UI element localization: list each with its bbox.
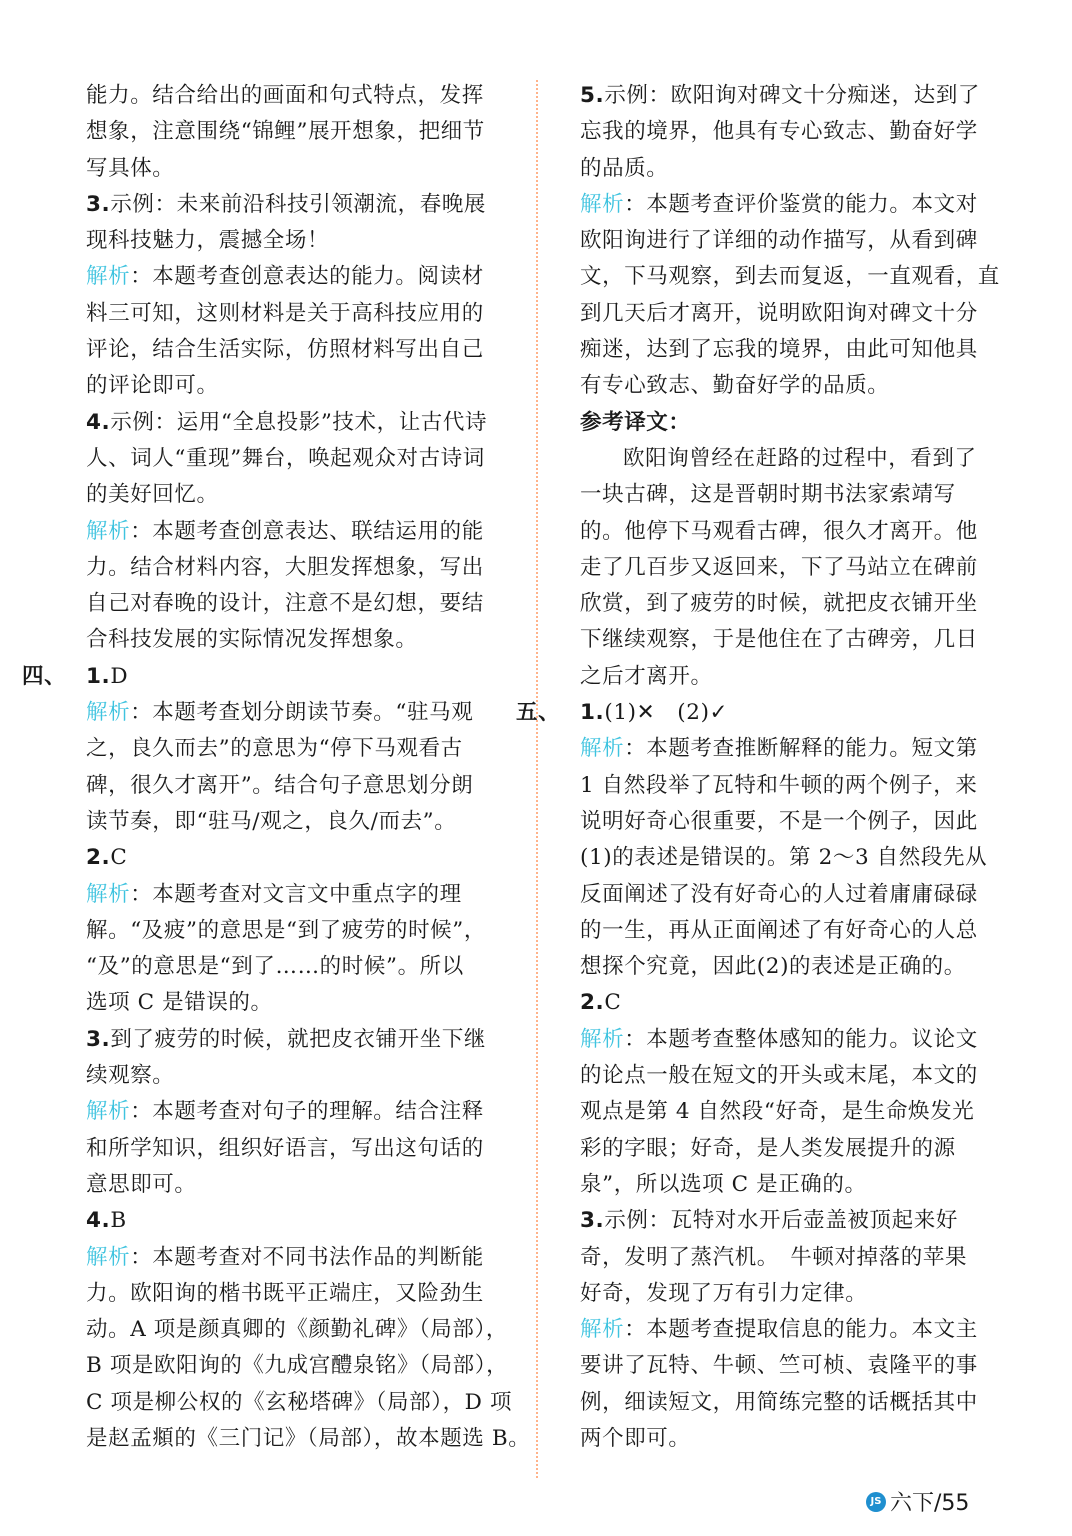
line-text: 续观察。 xyxy=(86,1063,175,1089)
text-line xyxy=(580,296,996,332)
line-text: 欣赏，到了疲劳的时候，就把皮衣铺开坐 xyxy=(580,591,978,617)
text-line xyxy=(86,332,498,368)
line-text: 示例：运用“全息投影”技术，让古代诗 xyxy=(110,409,488,435)
text-line xyxy=(86,441,498,477)
text-line xyxy=(580,259,1000,295)
line-text: 要讲了瓦特、牛顿、竺可桢、袁隆平的事 xyxy=(580,1353,978,1379)
text-line xyxy=(86,405,498,441)
line-text: 忘我的境界，他具有专心致志、勤奋好学 xyxy=(580,119,978,145)
text-line xyxy=(86,1385,513,1421)
line-text: 观点是第 4 自然段“好奇，是生命焕发光 xyxy=(580,1099,975,1125)
line-text: 评论，结合生活实际，仿照材料写出自己 xyxy=(86,337,484,363)
line-text: 走了几百步又返回来，下了马站立在碑前 xyxy=(580,554,978,580)
right-column xyxy=(516,78,1000,1457)
text-line xyxy=(86,223,498,259)
text-line xyxy=(86,877,498,913)
text-line xyxy=(580,114,996,150)
text-line xyxy=(580,1276,996,1312)
text-line xyxy=(86,840,498,876)
question-number: 2. xyxy=(86,845,111,871)
text-line xyxy=(580,840,996,876)
line-text: 想象，注意围绕“锦鲤”展开想象，把细节 xyxy=(86,119,485,145)
text-line xyxy=(580,1312,996,1348)
line-text: 碑，很久才离开”。结合句子意思划分朗 xyxy=(86,772,474,798)
text-line xyxy=(516,695,996,731)
line-text: 选项 C 是错误的。 xyxy=(86,990,273,1016)
text-line xyxy=(580,78,996,114)
text-line xyxy=(580,877,996,913)
text-line xyxy=(86,1203,498,1239)
text-line xyxy=(86,1131,498,1167)
section-heading: 参考译文： xyxy=(580,409,691,435)
text-line xyxy=(86,78,498,114)
question-number: 3. xyxy=(580,1208,605,1234)
text-line xyxy=(86,114,498,150)
page-number: 六下/55 xyxy=(890,1491,970,1516)
line-text: 欧阳询曾经在赶路的过程中，看到了 xyxy=(623,445,977,471)
text-line xyxy=(580,913,996,949)
text-line xyxy=(580,368,996,404)
text-line xyxy=(86,1348,509,1384)
line-text: 好奇，发现了万有引力定律。 xyxy=(580,1280,868,1306)
question-number: 3. xyxy=(86,191,111,217)
text-line xyxy=(580,622,996,658)
line-text: 的品质。 xyxy=(580,155,669,181)
question-number: 4. xyxy=(86,1208,111,1234)
line-text: ：本题考查推断解释的能力。短文第 xyxy=(624,736,978,762)
text-line xyxy=(580,1385,996,1421)
text-line xyxy=(580,151,996,187)
line-text: 文，下马观察，到去而复返，一直观看，直 xyxy=(580,264,1000,290)
text-line xyxy=(86,1058,498,1094)
line-text: 说明好奇心很重要，不是一个例子，因此 xyxy=(580,808,978,834)
column-divider xyxy=(536,80,538,1478)
text-line xyxy=(580,332,996,368)
line-text: 反面阐述了没有好奇心的人过着庸庸碌碌 xyxy=(580,881,978,907)
section-number: 四、 xyxy=(22,663,67,689)
text-line xyxy=(86,550,498,586)
line-text: (1)✕ (2)✓ xyxy=(604,700,729,726)
analysis-tag: 解析 xyxy=(86,881,131,907)
line-text: 人、词人“重现”舞台，唤起观众对古诗词 xyxy=(86,445,485,471)
line-text: 能力。结合给出的画面和句式特点，发挥 xyxy=(86,83,484,108)
question-number: 2. xyxy=(580,990,605,1016)
line-text: ：本题考查评价鉴赏的能力。本文对 xyxy=(624,191,978,217)
line-text: 自己对春晚的设计，注意不是幻想，要结 xyxy=(86,591,484,617)
text-line xyxy=(580,768,996,804)
text-line xyxy=(86,586,498,622)
line-text: 和所学知识，组织好语言，写出这句话的 xyxy=(86,1135,484,1161)
line-text: 现科技魅力，震撼全场！ xyxy=(86,228,330,254)
line-text: 下继续观察，于是他住在了古碑旁，几日 xyxy=(580,627,978,653)
line-text: 两个即可。 xyxy=(580,1425,691,1451)
line-text: ：本题考查整体感知的能力。议论文 xyxy=(624,1026,978,1052)
page-footer xyxy=(866,1486,969,1517)
line-text: 一块古碑，这是晋朝时期书法家索靖写 xyxy=(580,482,956,508)
line-text: 的。他停下马观看古碑，很久才离开。他 xyxy=(580,518,978,544)
analysis-tag: 解析 xyxy=(580,1317,625,1343)
line-text: 读节奏，即“驻马/观之，良久/而去”。 xyxy=(86,808,457,834)
analysis-tag: 解析 xyxy=(86,1099,131,1125)
text-line xyxy=(580,441,996,477)
text-line xyxy=(86,695,498,731)
line-text: 到了疲劳的时候，就把皮衣铺开坐下继 xyxy=(110,1026,487,1052)
text-line xyxy=(86,1276,498,1312)
line-text: 料三可知，这则材料是关于高科技应用的 xyxy=(86,300,484,326)
text-line xyxy=(86,514,498,550)
text-line xyxy=(86,949,498,985)
text-line xyxy=(580,1348,996,1384)
text-line xyxy=(86,913,498,949)
analysis-tag: 解析 xyxy=(580,191,625,217)
text-line xyxy=(580,731,996,767)
line-text: 解。“及疲”的意思是“到了疲劳的时候”， xyxy=(86,917,486,943)
question-number: 4. xyxy=(86,409,111,435)
line-text: 例，细读短文，用简练完整的话概括其中 xyxy=(580,1389,978,1415)
line-text: 写具体。 xyxy=(86,155,175,181)
line-text: 泉”，所以选项 C 是正确的。 xyxy=(580,1171,867,1197)
line-text: 的一生，再从正面阐述了有好奇心的人总 xyxy=(580,917,978,943)
text-line xyxy=(580,804,996,840)
analysis-tag: 解析 xyxy=(580,1026,625,1052)
line-text: 1 自然段举了瓦特和牛顿的两个例子，来 xyxy=(580,772,978,798)
analysis-tag: 解析 xyxy=(86,1244,131,1270)
text-line xyxy=(86,1022,498,1058)
text-line xyxy=(580,985,996,1021)
line-text: 到几天后才离开，说明欧阳询对碑文十分 xyxy=(580,300,978,326)
line-text: “及”的意思是“到了……的时候”。所以 xyxy=(86,954,464,980)
line-text: 的美好回忆。 xyxy=(86,482,219,508)
text-line xyxy=(580,1203,996,1239)
text-line xyxy=(86,1421,531,1457)
line-text: 有专心致志、勤奋好学的品质。 xyxy=(580,373,890,399)
line-text: D xyxy=(110,663,129,689)
line-text: 示例：未来前沿科技引领潮流，春晚展 xyxy=(110,191,487,217)
line-text: 意思即可。 xyxy=(86,1171,197,1197)
left-column xyxy=(22,78,531,1457)
text-line xyxy=(580,1421,996,1457)
line-text: B xyxy=(110,1208,127,1234)
line-text: 示例：瓦特对水开后壶盖被顶起来好 xyxy=(604,1208,958,1234)
line-text: ：本题考查对文言文中重点字的理 xyxy=(130,881,462,907)
text-line xyxy=(86,151,498,187)
line-text: 动。A 项是颜真卿的《颜勤礼碑》（局部）， xyxy=(86,1317,508,1343)
line-text: 痴迷，达到了忘我的境界，由此可知他具 xyxy=(580,337,978,363)
text-line xyxy=(86,804,498,840)
line-text: B 项是欧阳询的《九成宫醴泉铭》（局部）， xyxy=(86,1353,509,1379)
line-text: ：本题考查创意表达的能力。阅读材 xyxy=(130,264,484,290)
text-line xyxy=(86,768,498,804)
analysis-tag: 解析 xyxy=(580,736,625,762)
text-line xyxy=(86,259,498,295)
line-text: 示例：欧阳询对碑文十分痴迷，达到了 xyxy=(604,83,981,108)
line-text: ：本题考查创意表达、联结运用的能 xyxy=(130,518,484,544)
question-number: 1. xyxy=(86,663,111,689)
section-number: 五、 xyxy=(516,700,561,726)
text-line xyxy=(86,1240,498,1276)
line-text: ：本题考查对不同书法作品的判断能 xyxy=(130,1244,484,1270)
text-line xyxy=(580,1240,996,1276)
text-line xyxy=(580,477,996,513)
line-text: 力。结合材料内容，大胆发挥想象，写出 xyxy=(86,554,484,580)
line-text: 的评论即可。 xyxy=(86,373,219,399)
text-line xyxy=(580,514,996,550)
line-text: ：本题考查对句子的理解。结合注释 xyxy=(130,1099,484,1125)
line-text: 之后才离开。 xyxy=(580,663,713,689)
text-line xyxy=(86,985,498,1021)
line-text: 欧阳询进行了详细的动作描写，从看到碑 xyxy=(580,228,978,254)
line-text: ：本题考查划分朗读节奏。“驻马观 xyxy=(130,700,474,726)
line-text: 之，良久而去”的意思为“停下马观看古 xyxy=(86,736,463,762)
line-text: (1)的表述是错误的。第 2～3 自然段先从 xyxy=(580,845,988,871)
text-line xyxy=(580,1094,996,1130)
line-text: 合科技发展的实际情况发挥想象。 xyxy=(86,627,418,653)
line-text: 的论点一般在短文的开头或末尾，本文的 xyxy=(580,1063,978,1089)
line-text: 是赵孟頫的《三门记》（局部），故本题选 B。 xyxy=(86,1425,531,1451)
line-text: 奇，发明了蒸汽机。 牛顿对掉落的苹果 xyxy=(580,1244,968,1270)
text-line xyxy=(86,731,498,767)
text-line xyxy=(86,622,498,658)
line-text: 力。欧阳询的楷书既平正端庄，又险劲生 xyxy=(86,1280,484,1306)
text-line xyxy=(580,187,996,223)
line-text: 彩的字眼；好奇，是人类发展提升的源 xyxy=(580,1135,956,1161)
text-line xyxy=(580,550,996,586)
text-line xyxy=(86,368,498,404)
text-line xyxy=(86,187,498,223)
text-line xyxy=(580,405,996,441)
text-line xyxy=(580,1167,996,1203)
line-text: ：本题考查提取信息的能力。本文主 xyxy=(624,1317,978,1343)
analysis-tag: 解析 xyxy=(86,518,131,544)
question-number: 3. xyxy=(86,1026,111,1052)
question-number: 1. xyxy=(580,700,605,726)
line-text: 想探个究竟，因此(2)的表述是正确的。 xyxy=(580,954,966,980)
text-line xyxy=(580,659,996,695)
text-line xyxy=(22,659,498,695)
text-line xyxy=(86,1167,498,1203)
text-line xyxy=(580,1022,996,1058)
line-text: C xyxy=(110,845,128,871)
text-line xyxy=(580,586,996,622)
text-line xyxy=(86,296,498,332)
question-number: 5. xyxy=(580,83,605,108)
text-line xyxy=(580,949,996,985)
text-line xyxy=(580,223,996,259)
analysis-tag: 解析 xyxy=(86,264,131,290)
text-line xyxy=(580,1058,996,1094)
analysis-tag: 解析 xyxy=(86,700,131,726)
text-line xyxy=(86,1312,508,1348)
text-line xyxy=(86,1094,498,1130)
line-text: C 项是柳公权的《玄秘塔碑》（局部），D 项 xyxy=(86,1389,513,1415)
province-badge-icon: JS xyxy=(866,1492,886,1512)
line-text: C xyxy=(604,990,622,1016)
text-line xyxy=(580,1131,996,1167)
text-line xyxy=(86,477,498,513)
